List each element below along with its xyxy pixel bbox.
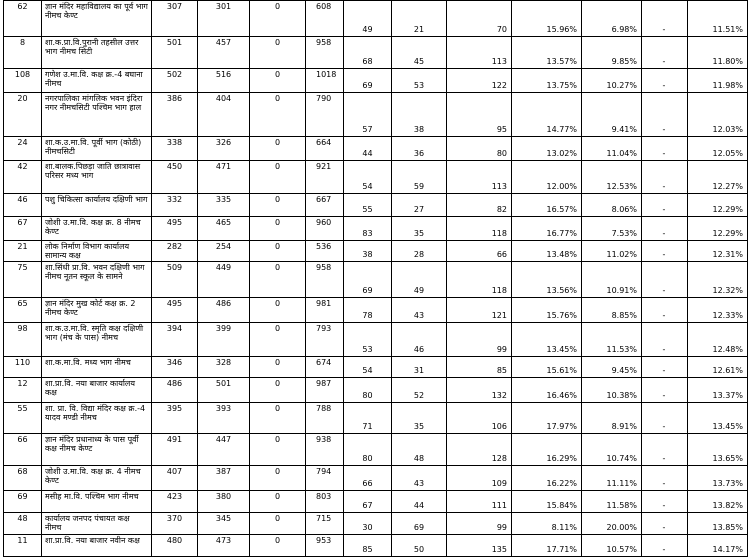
cell-name: जोशी उ.मा.वि. कक्ष क्र. 8 नीमच केण्ट [42,217,152,241]
cell-g: 113 [447,161,512,194]
cell-e: 69 [344,69,392,93]
cell-b: 345 [198,513,250,535]
cell-g: 106 [447,403,512,434]
cell-c: 0 [250,241,306,262]
cell-f: 44 [392,491,447,513]
cell-f: 52 [392,378,447,403]
table-row [4,69,748,93]
cell-d: 664 [306,137,344,161]
cell-e: 78 [344,298,392,323]
cell-f: 45 [392,37,447,69]
cell-h: 16.46% [512,378,582,403]
cell-f: 46 [392,323,447,357]
cell-i: 9.41% [582,93,642,137]
cell-k: 12.29% [688,194,748,217]
cell-d: 987 [306,378,344,403]
table-row [4,161,748,194]
cell-h: 12.00% [512,161,582,194]
cell-b: 301 [198,1,250,37]
cell-c: 0 [250,378,306,403]
cell-j: - [642,513,688,535]
cell-name: ज्ञान मंदिर महाविद्यालय का पूर्व भाग नीमच केण्ट [42,1,152,37]
cell-f: 69 [392,513,447,535]
cell-i: 11.11% [582,466,642,491]
cell-d: 958 [306,37,344,69]
cell-a: 501 [152,37,198,69]
cell-b: 326 [198,137,250,161]
cell-g: 118 [447,262,512,298]
table-row [4,323,748,357]
table-row [4,137,748,161]
cell-g: 99 [447,513,512,535]
cell-i: 9.85% [582,37,642,69]
cell-no: 62 [4,1,42,37]
table-row [4,217,748,241]
cell-i: 11.02% [582,241,642,262]
cell-i: 10.38% [582,378,642,403]
cell-b: 335 [198,194,250,217]
cell-h: 16.22% [512,466,582,491]
cell-no: 20 [4,93,42,137]
cell-b: 473 [198,535,250,557]
cell-f: 27 [392,194,447,217]
cell-name: शा.क.प्रा.वि.पुरानी तहसील उत्तर भाग नीमच सिटी [42,37,152,69]
cell-b: 447 [198,434,250,466]
cell-a: 307 [152,1,198,37]
cell-name: मसीह मा.वि. पश्चिम भाग नीमच [42,491,152,513]
cell-j: - [642,194,688,217]
cell-k: 11.51% [688,1,748,37]
cell-g: 99 [447,323,512,357]
cell-g: 66 [447,241,512,262]
cell-d: 803 [306,491,344,513]
cell-g: 111 [447,491,512,513]
cell-j: - [642,137,688,161]
cell-k: 13.73% [688,466,748,491]
cell-e: 57 [344,93,392,137]
cell-h: 15.84% [512,491,582,513]
cell-k: 11.98% [688,69,748,93]
cell-a: 282 [152,241,198,262]
cell-h: 16.77% [512,217,582,241]
cell-h: 13.02% [512,137,582,161]
cell-no: 66 [4,434,42,466]
cell-a: 386 [152,93,198,137]
cell-k: 12.05% [688,137,748,161]
cell-f: 48 [392,434,447,466]
cell-f: 28 [392,241,447,262]
cell-i: 8.06% [582,194,642,217]
cell-c: 0 [250,466,306,491]
cell-h: 15.96% [512,1,582,37]
cell-k: 12.31% [688,241,748,262]
cell-name: शा.क.मा.वि. मध्य भाग नीमच [42,357,152,378]
cell-a: 338 [152,137,198,161]
cell-c: 0 [250,69,306,93]
cell-d: 1018 [306,69,344,93]
cell-e: 54 [344,357,392,378]
cell-a: 502 [152,69,198,93]
cell-no: 67 [4,217,42,241]
cell-name: पशु चिकित्सा कार्यालय दक्षिणी भाग [42,194,152,217]
cell-d: 921 [306,161,344,194]
cell-a: 407 [152,466,198,491]
cell-i: 10.57% [582,535,642,557]
table-body [4,1,748,557]
cell-b: 254 [198,241,250,262]
cell-f: 59 [392,161,447,194]
cell-no: 65 [4,298,42,323]
cell-c: 0 [250,298,306,323]
cell-c: 0 [250,403,306,434]
cell-f: 35 [392,403,447,434]
cell-f: 31 [392,357,447,378]
cell-g: 82 [447,194,512,217]
cell-d: 793 [306,323,344,357]
cell-j: - [642,93,688,137]
cell-g: 118 [447,217,512,241]
cell-b: 486 [198,298,250,323]
cell-j: - [642,1,688,37]
cell-a: 480 [152,535,198,557]
cell-e: 69 [344,262,392,298]
cell-f: 21 [392,1,447,37]
cell-b: 404 [198,93,250,137]
cell-j: - [642,323,688,357]
cell-k: 11.80% [688,37,748,69]
cell-name: शा.प्रा.वि. नया बाजार नवीन कक्ष [42,535,152,557]
cell-h: 16.29% [512,434,582,466]
cell-e: 83 [344,217,392,241]
cell-i: 10.91% [582,262,642,298]
cell-k: 13.37% [688,378,748,403]
cell-j: - [642,69,688,93]
cell-g: 121 [447,298,512,323]
cell-g: 132 [447,378,512,403]
cell-e: 55 [344,194,392,217]
cell-h: 17.71% [512,535,582,557]
cell-name: शा.क.उ.मा.वि. स्मृति कक्ष दक्षिणी भाग (मंच के पास) नीमच [42,323,152,357]
cell-h: 13.57% [512,37,582,69]
cell-d: 667 [306,194,344,217]
cell-k: 12.33% [688,298,748,323]
cell-no: 24 [4,137,42,161]
cell-name: शा.क.उ.मा.वि. पूर्वी भाग (कोठी) नीमचसिटी [42,137,152,161]
cell-i: 20.00% [582,513,642,535]
cell-d: 958 [306,262,344,298]
cell-no: 46 [4,194,42,217]
cell-a: 495 [152,298,198,323]
cell-i: 11.58% [582,491,642,513]
cell-i: 8.91% [582,403,642,434]
cell-g: 128 [447,434,512,466]
cell-no: 68 [4,466,42,491]
cell-g: 109 [447,466,512,491]
cell-i: 9.45% [582,357,642,378]
cell-d: 938 [306,434,344,466]
cell-e: 85 [344,535,392,557]
cell-e: 67 [344,491,392,513]
cell-j: - [642,491,688,513]
table-row [4,466,748,491]
table-row [4,513,748,535]
cell-no: 8 [4,37,42,69]
cell-a: 495 [152,217,198,241]
cell-k: 12.27% [688,161,748,194]
table-row [4,1,748,37]
table-row [4,298,748,323]
cell-i: 10.74% [582,434,642,466]
cell-c: 0 [250,535,306,557]
table-row [4,378,748,403]
cell-d: 790 [306,93,344,137]
cell-d: 608 [306,1,344,37]
cell-name: शा.सिंधी प्रा.वि. भवन दक्षिणी भाग नीमच नूतन स्कूल के सामने [42,262,152,298]
cell-b: 399 [198,323,250,357]
cell-k: 13.65% [688,434,748,466]
table-row [4,241,748,262]
cell-f: 50 [392,535,447,557]
table-row [4,194,748,217]
cell-f: 49 [392,262,447,298]
cell-h: 15.76% [512,298,582,323]
cell-no: 11 [4,535,42,557]
cell-e: 30 [344,513,392,535]
cell-c: 0 [250,357,306,378]
cell-no: 48 [4,513,42,535]
cell-e: 80 [344,434,392,466]
cell-no: 69 [4,491,42,513]
cell-a: 394 [152,323,198,357]
cell-j: - [642,298,688,323]
cell-j: - [642,37,688,69]
cell-f: 53 [392,69,447,93]
cell-g: 135 [447,535,512,557]
cell-j: - [642,217,688,241]
cell-g: 113 [447,37,512,69]
cell-a: 370 [152,513,198,535]
cell-e: 71 [344,403,392,434]
cell-g: 70 [447,1,512,37]
cell-i: 10.27% [582,69,642,93]
cell-no: 108 [4,69,42,93]
cell-d: 788 [306,403,344,434]
cell-h: 13.56% [512,262,582,298]
cell-g: 122 [447,69,512,93]
cell-c: 0 [250,491,306,513]
cell-j: - [642,378,688,403]
cell-a: 395 [152,403,198,434]
cell-k: 13.85% [688,513,748,535]
cell-g: 85 [447,357,512,378]
cell-f: 35 [392,217,447,241]
cell-e: 38 [344,241,392,262]
cell-d: 536 [306,241,344,262]
cell-f: 43 [392,298,447,323]
cell-no: 21 [4,241,42,262]
cell-j: - [642,262,688,298]
cell-name: लोक निर्माण विभाग कार्यालय सामान्य कक्ष [42,241,152,262]
table-row [4,535,748,557]
cell-j: - [642,434,688,466]
cell-c: 0 [250,1,306,37]
cell-a: 346 [152,357,198,378]
cell-j: - [642,535,688,557]
cell-b: 457 [198,37,250,69]
cell-a: 486 [152,378,198,403]
cell-c: 0 [250,37,306,69]
cell-name: ज्ञान मंदिर प्रधानाध्य के पास पूर्वी कक्ष नीमच केण्ट [42,434,152,466]
cell-name: जोशी उ.मा.वि. कक्ष क्र. 4 नीमच केण्ट [42,466,152,491]
cell-c: 0 [250,513,306,535]
cell-k: 12.61% [688,357,748,378]
cell-h: 17.97% [512,403,582,434]
cell-k: 12.48% [688,323,748,357]
cell-k: 13.82% [688,491,748,513]
cell-c: 0 [250,262,306,298]
cell-i: 11.04% [582,137,642,161]
cell-no: 75 [4,262,42,298]
cell-k: 12.32% [688,262,748,298]
cell-c: 0 [250,194,306,217]
cell-e: 66 [344,466,392,491]
cell-c: 0 [250,323,306,357]
cell-h: 8.11% [512,513,582,535]
cell-d: 674 [306,357,344,378]
cell-f: 43 [392,466,447,491]
cell-name: ज्ञान मंदिर मुख कोर्ट कक्ष क्र. 2 नीमच केण्ट [42,298,152,323]
table-row [4,403,748,434]
cell-e: 49 [344,1,392,37]
cell-e: 54 [344,161,392,194]
cell-b: 393 [198,403,250,434]
cell-b: 380 [198,491,250,513]
cell-h: 13.48% [512,241,582,262]
cell-no: 55 [4,403,42,434]
cell-c: 0 [250,137,306,161]
cell-b: 471 [198,161,250,194]
table-row [4,491,748,513]
cell-no: 98 [4,323,42,357]
cell-d: 960 [306,217,344,241]
table-row [4,357,748,378]
cell-e: 53 [344,323,392,357]
cell-f: 36 [392,137,447,161]
cell-b: 501 [198,378,250,403]
cell-name: नगरपालिका मांगलिक भवन इंदिरा नगर नीमचसिटी पश्चिम भाग हाल [42,93,152,137]
cell-d: 794 [306,466,344,491]
cell-j: - [642,161,688,194]
cell-f: 38 [392,93,447,137]
cell-j: - [642,357,688,378]
table-row [4,93,748,137]
cell-i: 8.85% [582,298,642,323]
cell-k: 14.17% [688,535,748,557]
table-row [4,434,748,466]
cell-c: 0 [250,217,306,241]
cell-b: 387 [198,466,250,491]
cell-no: 42 [4,161,42,194]
cell-g: 95 [447,93,512,137]
cell-h: 13.75% [512,69,582,93]
cell-h: 15.61% [512,357,582,378]
cell-e: 68 [344,37,392,69]
cell-a: 423 [152,491,198,513]
cell-i: 12.53% [582,161,642,194]
cell-g: 80 [447,137,512,161]
cell-b: 328 [198,357,250,378]
cell-k: 12.29% [688,217,748,241]
cell-j: - [642,403,688,434]
cell-i: 6.98% [582,1,642,37]
cell-b: 449 [198,262,250,298]
cell-name: शा.बालक.पिछड़ा जाति छात्रावास परिसर मध्य भाग [42,161,152,194]
cell-e: 80 [344,378,392,403]
cell-k: 13.45% [688,403,748,434]
cell-a: 491 [152,434,198,466]
table-row [4,262,748,298]
cell-name: कार्यालय जनपद पंचायत कक्ष नीमच [42,513,152,535]
cell-d: 953 [306,535,344,557]
cell-h: 13.45% [512,323,582,357]
cell-j: - [642,241,688,262]
cell-d: 981 [306,298,344,323]
cell-c: 0 [250,161,306,194]
cell-k: 12.03% [688,93,748,137]
cell-h: 14.77% [512,93,582,137]
cell-name: गणेश उ.मा.वि. कक्ष क्र.-4 बघाना नीमच [42,69,152,93]
cell-c: 0 [250,93,306,137]
cell-d: 715 [306,513,344,535]
cell-i: 11.53% [582,323,642,357]
cell-a: 509 [152,262,198,298]
cell-j: - [642,466,688,491]
cell-e: 44 [344,137,392,161]
cell-no: 12 [4,378,42,403]
cell-b: 465 [198,217,250,241]
cell-h: 16.57% [512,194,582,217]
cell-name: शा.प्रा.वि. नया बाजार कार्यालय कक्ष [42,378,152,403]
cell-a: 332 [152,194,198,217]
cell-a: 450 [152,161,198,194]
cell-name: शा. प्रा. वि. विद्या मंदिर कक्ष क्र.-4 यादव मण्डी नीमच [42,403,152,434]
cell-i: 7.53% [582,217,642,241]
results-table-container [3,0,747,557]
polling-station-table [3,0,748,557]
cell-b: 516 [198,69,250,93]
cell-c: 0 [250,434,306,466]
table-row [4,37,748,69]
cell-no: 110 [4,357,42,378]
